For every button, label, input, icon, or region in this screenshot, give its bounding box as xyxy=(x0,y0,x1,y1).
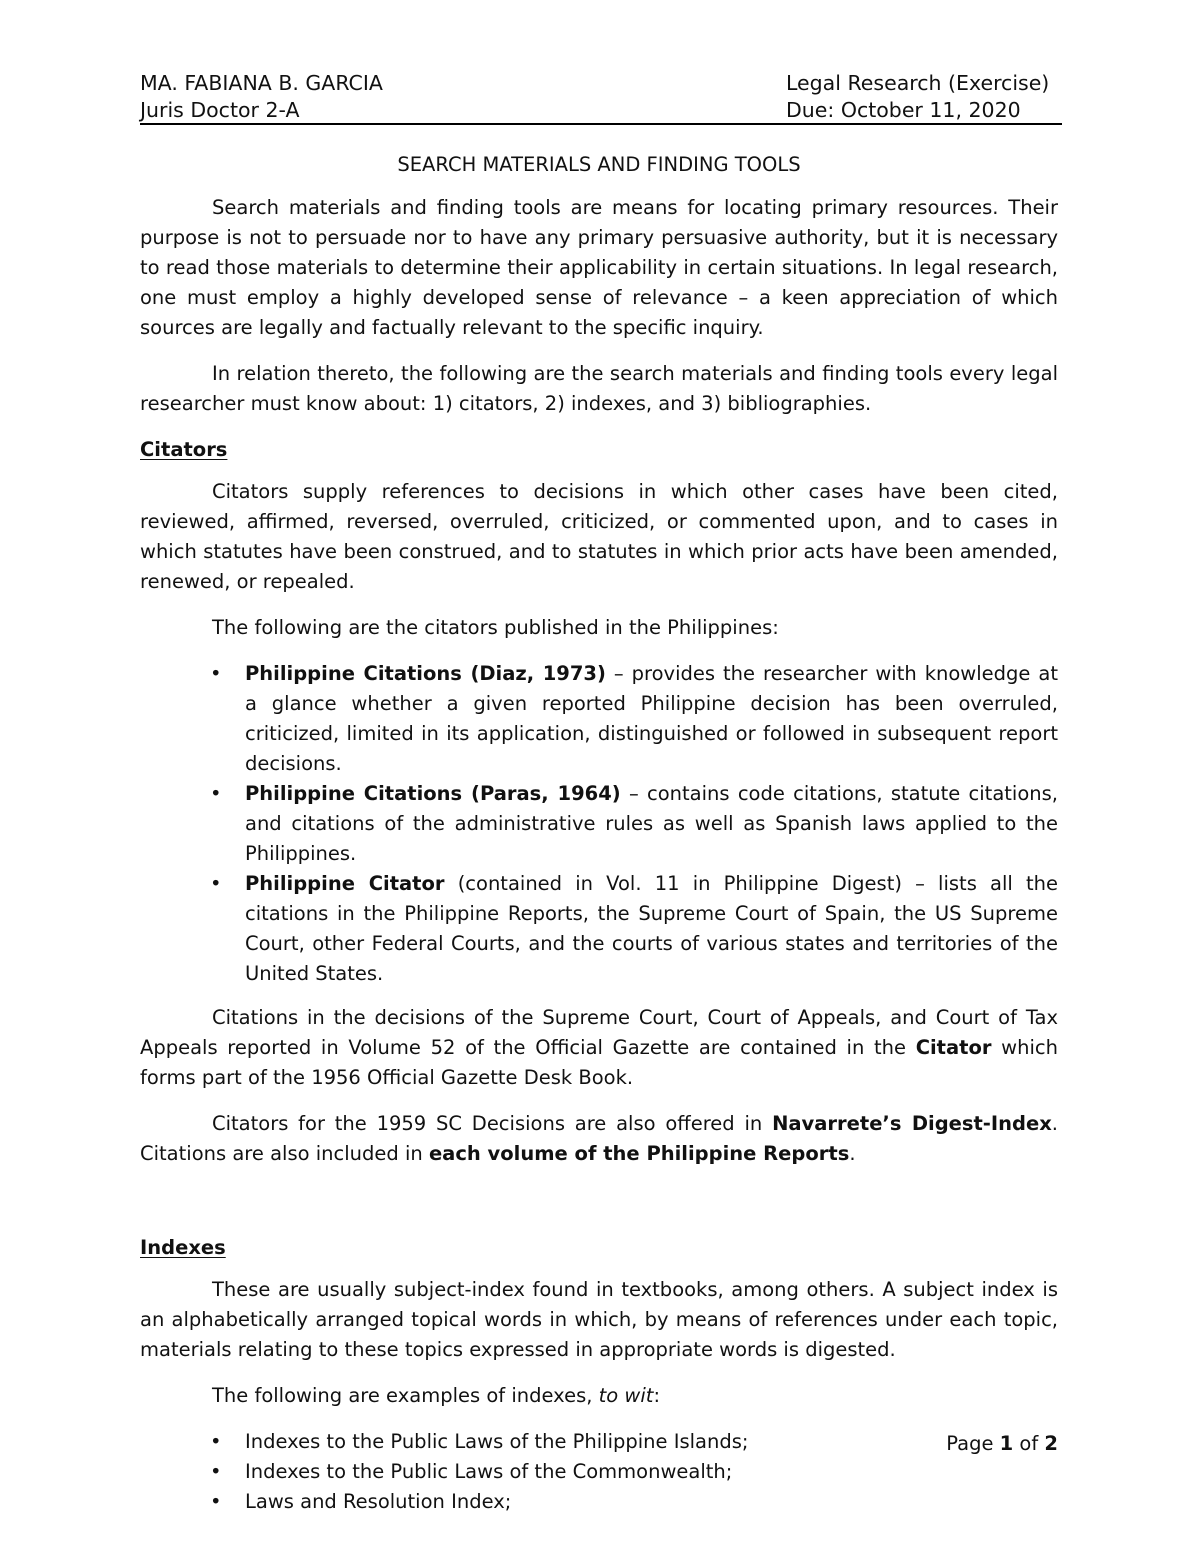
intro-paragraph-2: In relation thereto, the following are the search materials and finding tools every legal researcher must know about: 1) citators, 2) indexes, and 3) bibliographies. xyxy=(140,362,1058,415)
list-item: • Laws and Resolution Index; xyxy=(140,1487,1058,1517)
indexes-paragraph-2 xyxy=(140,1381,1058,1411)
course-title: Legal Research (Exercise) xyxy=(786,71,1050,95)
header-rule xyxy=(140,123,1062,125)
item-title: Philippine Citator xyxy=(245,872,445,895)
page-label: Page xyxy=(946,1432,1000,1455)
author-name: MA. FABIANA B. GARCIA xyxy=(140,71,383,95)
text-run: Citations in the decisions of the Supreme Court, Court of Appeals, and Court of Tax Appeals reported in Volume 52 of the Official Gazette are contained in the xyxy=(140,1006,1058,1059)
page-total: 2 xyxy=(1044,1432,1058,1455)
item-text: (contained in Vol. 11 in Philippine Digest) – lists all the citations in the Philippine Reports, the Supreme Court of Spain, the US Supreme Court, other Federal Courts, and the courts of various states and territories of the United States. xyxy=(245,872,1058,985)
list-item xyxy=(140,659,1058,779)
item-text: – contains code citations, statute citations, and citations of the administrative rules as well as Spanish laws applied to the Philippines. xyxy=(245,782,1058,865)
due-date: Due: October 11, 2020 xyxy=(786,98,1021,122)
list-item: • Indexes to the Public Laws of the Philippine Islands; xyxy=(140,1427,1058,1457)
text-run: : xyxy=(653,1384,661,1407)
class-section: Juris Doctor 2-A xyxy=(140,98,300,122)
citators-paragraph-3 xyxy=(140,1003,1058,1093)
citators-paragraph-4 xyxy=(140,1109,1058,1169)
text-run: which forms part of the 1956 Official Gazette Desk Book. xyxy=(140,1036,1058,1089)
item-title: Philippine Citations (Paras, 1964) xyxy=(245,782,621,805)
section-spacer xyxy=(140,1185,1058,1233)
citators-paragraph-1: Citators supply references to decisions in which other cases have been cited, reviewed, affirmed, reversed, overruled, criticized, or commented upon, and to cases in which statutes have been construed, and to statutes in which prior acts have been amended, renewed, or repealed. xyxy=(140,480,1058,593)
page-current: 1 xyxy=(999,1432,1014,1455)
page-number-footer xyxy=(946,1432,1058,1455)
section-heading-indexes: Indexes xyxy=(140,1236,226,1259)
citators-list xyxy=(140,659,1058,989)
list-item xyxy=(140,869,1058,989)
header-row-1 xyxy=(140,70,1062,97)
text-run: Citators for the 1959 SC Decisions are also offered in xyxy=(212,1112,773,1135)
document-body xyxy=(140,150,1058,1531)
document-title: SEARCH MATERIALS AND FINDING TOOLS xyxy=(397,153,801,176)
item-title: Philippine Citations (Diaz, 1973) xyxy=(245,662,606,685)
indexes-paragraph-1: These are usually subject-index found in textbooks, among others. A subject index is an alphabetically arranged topical words in which, by means of references under each topic, materials relating to these topics expressed in appropriate words is digested. xyxy=(140,1278,1058,1361)
text-run: . xyxy=(849,1142,856,1165)
page-of-label: of xyxy=(1013,1432,1045,1455)
list-item xyxy=(140,779,1058,869)
header-row-2 xyxy=(140,97,1062,124)
italic-term: to wit xyxy=(598,1384,654,1407)
bold-term: each volume of the Philippine Reports xyxy=(428,1142,850,1165)
document-header xyxy=(140,70,1062,124)
intro-paragraph-1: Search materials and finding tools are means for locating primary resources. Their purpose is not to persuade nor to have any primary persuasive authority, but it is necessary to read those materials to determine their applicability in certain situations. In legal research, one must employ a highly developed sense of relevance – a keen appreciation of which sources are legally and factually relevant to the specific inquiry. xyxy=(140,196,1058,339)
text-run: . Citations are also included in xyxy=(140,1112,1058,1165)
citators-paragraph-2: The following are the citators published in the Philippines: xyxy=(212,616,779,639)
list-item: • Indexes to the Public Laws of the Commonwealth; xyxy=(140,1457,1058,1487)
indexes-list xyxy=(140,1427,1058,1517)
bold-term: Navarrete’s Digest-Index xyxy=(772,1112,1052,1135)
section-heading-citators: Citators xyxy=(140,438,228,461)
item-text: – provides the researcher with knowledge at a glance whether a given reported Philippine decision has been overruled, criticized, limited in its application, distinguished or followed in subsequent report decisions. xyxy=(245,662,1058,775)
bold-term: Citator xyxy=(915,1036,992,1059)
text-run: The following are examples of indexes, xyxy=(212,1384,599,1407)
